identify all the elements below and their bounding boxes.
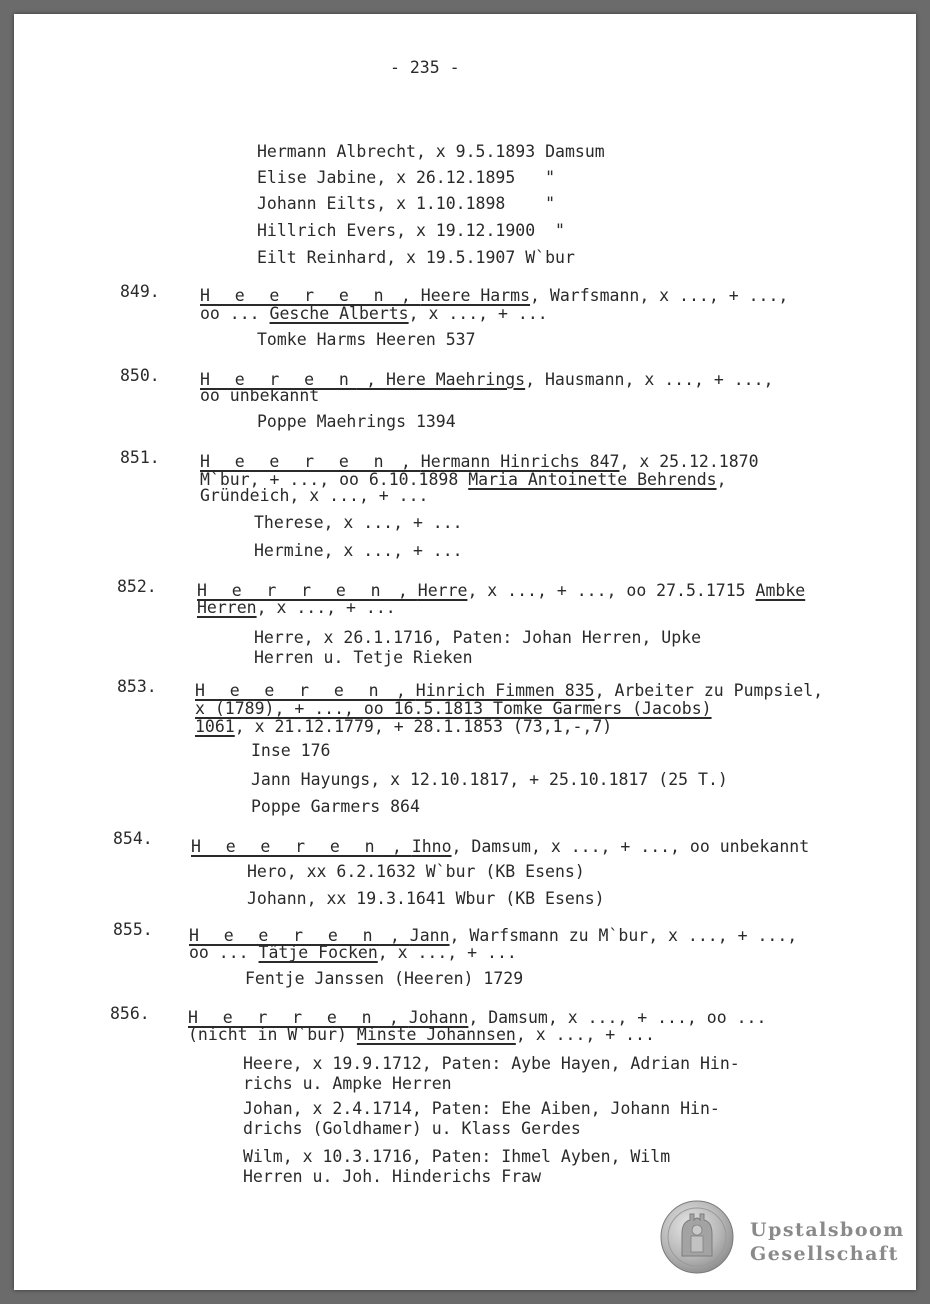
entry-line xyxy=(188,1025,655,1045)
entry-number: 849. xyxy=(120,282,160,301)
entry-number: 855. xyxy=(113,920,153,939)
given-name: Herre xyxy=(417,581,468,600)
marriage-prefix: (nicht in W`bur) xyxy=(188,1025,357,1044)
child-line: Hero, xx 6.2.1632 W`bur (KB Esens) xyxy=(247,862,585,881)
surname: H e r r e n xyxy=(188,1008,379,1027)
spouse-name: Minste Johannsen xyxy=(356,1025,516,1044)
entry-line xyxy=(189,943,517,963)
marriage-prefix: oo ... xyxy=(189,943,259,962)
spouse-details: , xyxy=(716,470,727,489)
spouse-details: , x ..., + ... xyxy=(515,1025,655,1044)
continuation-line: Elise Jabine, x 26.12.1895 " xyxy=(257,168,556,187)
entry-line: oo unbekannt xyxy=(200,386,320,405)
continuation-line: Johann Eilts, x 1.10.1898 " xyxy=(257,194,556,213)
child-line: Hermine, x ..., + ... xyxy=(254,541,463,560)
entry-line xyxy=(200,304,548,324)
given-name: Heere Harms xyxy=(420,286,531,305)
child-line: Herre, x 26.1.1716, Paten: Johan Herren, Upke Herren u. Tetje Rieken xyxy=(254,628,702,667)
entry-number: 856. xyxy=(110,1004,150,1023)
child-line: Fentje Janssen (Heeren) 1729 xyxy=(245,969,524,988)
entry-details: , Damsum, x ..., + ..., oo unbekannt xyxy=(451,837,810,856)
separator: , xyxy=(381,837,412,856)
child-line: Therese, x ..., + ... xyxy=(254,513,463,532)
child-line: Johan, x 2.4.1714, Paten: Ehe Aiben, Johann Hin- drichs (Goldhamer) u. Klass Gerdes xyxy=(243,1099,720,1138)
separator: , xyxy=(390,452,421,471)
surname: H e e r e n xyxy=(195,681,386,700)
given-name: Jann xyxy=(409,926,450,945)
continuation-line: Hermann Albrecht, x 9.5.1893 Damsum xyxy=(257,142,605,161)
separator: , xyxy=(379,926,410,945)
surname: H e e r e n xyxy=(189,926,380,945)
separator: , xyxy=(390,286,421,305)
marriage-prefix: x (1789), + ..., oo 16.5.1813 xyxy=(195,699,494,718)
given-name: Johann xyxy=(408,1008,469,1027)
entry-number: 851. xyxy=(120,448,160,467)
spouse-name: Maria Antoinette Behrends xyxy=(468,470,717,489)
given-name: Hermann Hinrichs 847 xyxy=(420,452,620,471)
separator: , xyxy=(378,1008,409,1027)
separator: , xyxy=(385,681,416,700)
entry-details: , Hausmann, x ..., + ..., xyxy=(525,370,774,389)
entry-number: 852. xyxy=(117,577,157,596)
entry-line xyxy=(195,681,823,701)
entry-details: , Arbeiter zu Pumpsiel, xyxy=(594,681,824,700)
spouse-details: , x ..., + ... xyxy=(408,304,548,323)
child-line: Wilm, x 10.3.1716, Paten: Ihmel Ayben, Wilm Herren u. Joh. Hinderichs Fraw xyxy=(243,1147,671,1186)
spouse-name: Gesche Alberts xyxy=(269,304,409,323)
document-page xyxy=(14,14,916,1290)
child-line: Heere, x 19.9.1712, Paten: Aybe Hayen, Adrian Hin- richs u. Ampke Herren xyxy=(243,1054,740,1093)
entry-details: , Damsum, x ..., + ..., oo ... xyxy=(468,1008,767,1027)
surname: H e r r e n xyxy=(197,581,388,600)
child-line: Johann, xx 19.3.1641 Wbur (KB Esens) xyxy=(247,889,605,908)
child-line: Inse 176 xyxy=(251,741,331,760)
marriage-prefix: oo ... xyxy=(200,304,270,323)
entry-details: , Warfsmann zu M`bur, x ..., + ..., xyxy=(449,926,798,945)
given-name: Here Maehrings xyxy=(386,370,526,389)
given-name: Hinrich Fimmen 835 xyxy=(415,681,595,700)
entry-number: 853. xyxy=(117,677,157,696)
surname: H e e r e n xyxy=(200,286,391,305)
continuation-line: Eilt Reinhard, x 19.5.1907 W`bur xyxy=(257,248,575,267)
entry-line xyxy=(200,286,788,306)
spouse-name-part2: Herren xyxy=(197,598,257,617)
surname: H e e r e n xyxy=(191,837,382,856)
spouse-details: , x ..., + ... xyxy=(256,598,396,617)
entry-line xyxy=(195,717,612,737)
entry-line xyxy=(197,598,396,618)
entry-line xyxy=(191,837,809,857)
continuation-line: Hillrich Evers, x 19.12.1900 " xyxy=(257,221,565,240)
society-logo-text xyxy=(750,1218,905,1266)
given-name: Ihno xyxy=(411,837,452,856)
entry-line: Gründeich, x ..., + ... xyxy=(200,486,429,505)
spouse-name-part2: 1061 xyxy=(195,717,235,736)
child-line: Jann Hayungs, x 12.10.1817, + 25.10.1817 (25 T.) xyxy=(251,770,728,789)
entry-number: 854. xyxy=(113,829,153,848)
spouse-name-part1: Ambke xyxy=(755,581,806,600)
logo-line: Gesellschaft xyxy=(750,1243,899,1265)
surname: H e r e n xyxy=(200,370,357,389)
spouse-details: , x 21.12.1779, + 28.1.1853 (73,1,-,7) xyxy=(234,717,613,736)
separator: , xyxy=(356,370,387,389)
marriage-prefix: M`bur, + ..., oo 6.10.1898 xyxy=(200,470,469,489)
entry-details: , x 25.12.1870 xyxy=(619,452,759,471)
page-number: - 235 - xyxy=(390,58,460,77)
child-line: Tomke Harms Heeren 537 xyxy=(257,330,476,349)
entry-details: , x ..., + ..., oo 27.5.1715 xyxy=(467,581,756,600)
entry-line xyxy=(195,699,712,719)
separator: , xyxy=(387,581,418,600)
logo-line: Upstalsboom xyxy=(750,1219,905,1241)
entry-line xyxy=(200,452,759,472)
spouse-details: , x ..., + ... xyxy=(377,943,517,962)
spouse-name-part1: Tomke Garmers (Jacobs) xyxy=(493,699,712,718)
entry-number: 850. xyxy=(120,366,160,385)
surname: H e e r e n xyxy=(200,452,391,471)
society-seal-icon xyxy=(660,1200,734,1274)
spouse-name: Tätje Focken xyxy=(258,943,378,962)
child-line: Poppe Maehrings 1394 xyxy=(257,412,456,431)
child-line: Poppe Garmers 864 xyxy=(251,797,420,816)
entry-details: , Warfsmann, x ..., + ..., xyxy=(530,286,789,305)
